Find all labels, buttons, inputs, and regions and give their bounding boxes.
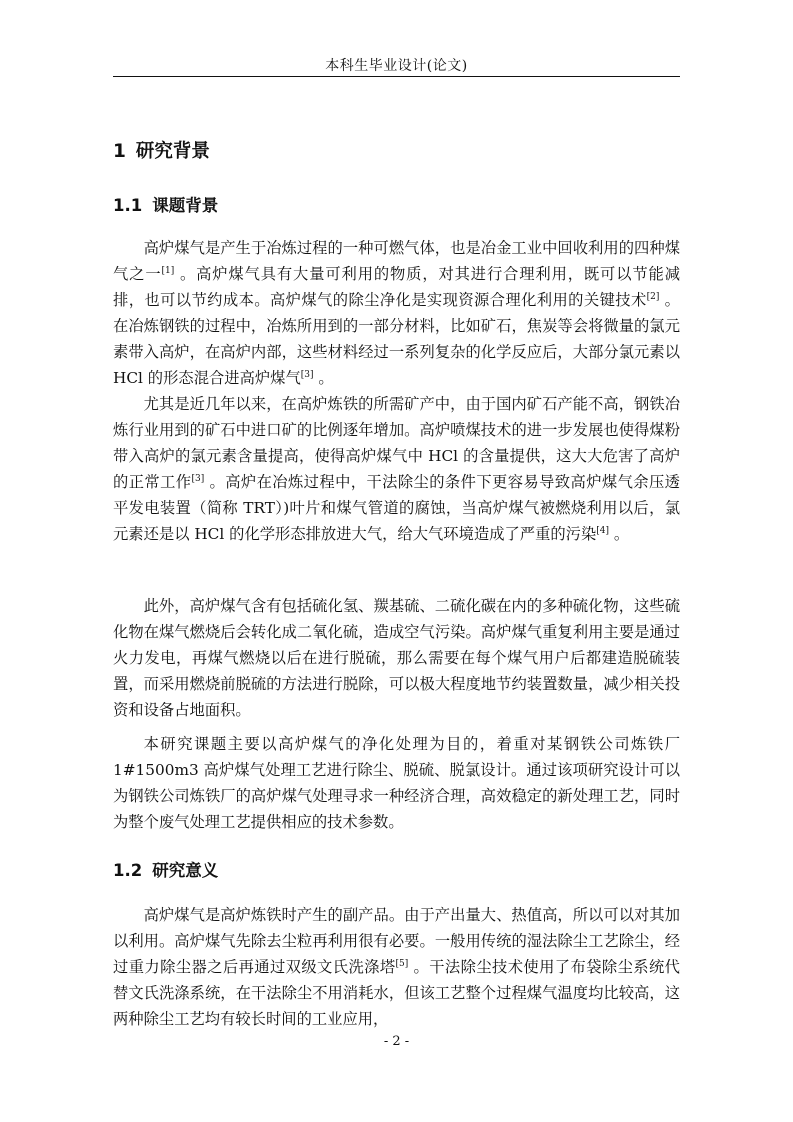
citation-ref: [3] <box>191 474 205 484</box>
paragraph <box>113 731 680 835</box>
paragraph <box>113 391 680 547</box>
citation-ref: [3] <box>300 370 314 380</box>
paragraph-text: 。高炉煤气具有大量可利用的物质，对其进行合理利用，既可以节能减排，也可以节约成本。高炉煤气的除尘净化是实现资源合理化利用的关键技术 <box>113 265 680 309</box>
paragraph-text: 。 <box>609 525 630 543</box>
paragraph-text: 。高炉在冶炼过程中，干法除尘的条件下更容易导致高炉煤气余压透平发电装置（简称 TRT）)叶片和煤气管道的腐蚀，当高炉煤气被燃烧利用以后，氯元素还是以 HCl 的化学形态排放进大气，给大气环境造成了严重的污染 <box>113 473 680 543</box>
paragraph <box>113 593 680 723</box>
paragraph-text: 尤其是近几年以来，在高炉炼铁的所需矿产中，由于国内矿石产能不高，钢铁冶炼行业用到的矿石中进口矿的比例逐年增加。高炉喷煤技术的进一步发展也使得煤粉带入高炉的氯元素含量提高，使得高炉煤气中 HCl 的含量提供，这大大危害了高炉的正常工作 <box>113 395 680 491</box>
paragraph-text: 此外，高炉煤气含有包括硫化氢、羰基硫、二硫化碳在内的多种硫化物，这些硫化物在煤气燃烧后会转化成二氧化硫，造成空气污染。高炉煤气重复利用主要是通过火力发电，再煤气燃烧以后在进行脱硫，那么需要在每个煤气用户后都建造脱硫装置，而采用燃烧前脱硫的方法进行脱除，可以极大程度地节约装置数量，减少相关投资和设备占地面积。 <box>113 597 680 719</box>
page-header-title: 本科生毕业设计(论文) <box>325 58 468 74</box>
section-number: 1.1 <box>113 196 143 215</box>
paragraph-text: 。在冶炼钢铁的过程中，冶炼所用到的一部分材料，比如矿石，焦炭等会将微量的氯元素带入高炉，在高炉内部，这些材料经过一系列复杂的化学反应后，大部分氯元素以 HCl 的形态混合进高炉煤气 <box>113 291 680 387</box>
citation-ref: [5] <box>395 959 409 969</box>
citation-ref: [1] <box>161 266 175 276</box>
section-number: 1 <box>113 141 126 162</box>
paragraph-text: 高炉煤气是产生于冶炼过程的一种可燃气体，也是冶金工业中回收利用的四种煤气之一 <box>113 239 680 283</box>
section-title: 研究背景 <box>135 141 210 162</box>
paragraph-text: 。干法除尘技术使用了布袋除尘系统代替文氏洗涤系统，在干法除尘不用消耗水，但该工艺整个过程煤气温度均比较高，这两种除尘工艺均有较长时间的工业应用， <box>113 958 680 1028</box>
citation-ref: [4] <box>596 526 610 536</box>
paragraph-text: 本研究课题主要以高炉煤气的净化处理为目的，着重对某钢铁公司炼铁厂 1#1500m3 高炉煤气处理工艺进行除尘、脱硫、脱氯设计。通过该项研究设计可以为钢铁公司炼铁厂的高炉煤气处理寻求一种经济合理，高效稳定的新处理工艺，同时为整个废气处理工艺提供相应的技术参数。 <box>113 735 680 831</box>
section-number: 1.2 <box>113 861 143 880</box>
section-title: 课题背景 <box>152 196 219 215</box>
page-number: - 2 - <box>383 1034 410 1049</box>
section-1-heading <box>113 137 210 163</box>
header-rule <box>113 76 680 77</box>
paragraph <box>113 235 680 391</box>
paragraph-text: 。 <box>313 369 334 387</box>
section-1-1-heading <box>113 192 218 216</box>
section-1-2-heading <box>113 857 218 881</box>
paragraph-text: 高炉煤气是高炉炼铁时产生的副产品。由于产出量大、热值高，所以可以对其加以利用。高炉煤气先除去尘粒再利用很有必要。一般用传统的湿法除尘工艺除尘，经过重力除尘器之后再通过双级文氏洗涤塔 <box>113 906 680 976</box>
section-title: 研究意义 <box>152 861 219 880</box>
paragraph <box>113 902 680 1032</box>
citation-ref: [2] <box>646 292 660 302</box>
